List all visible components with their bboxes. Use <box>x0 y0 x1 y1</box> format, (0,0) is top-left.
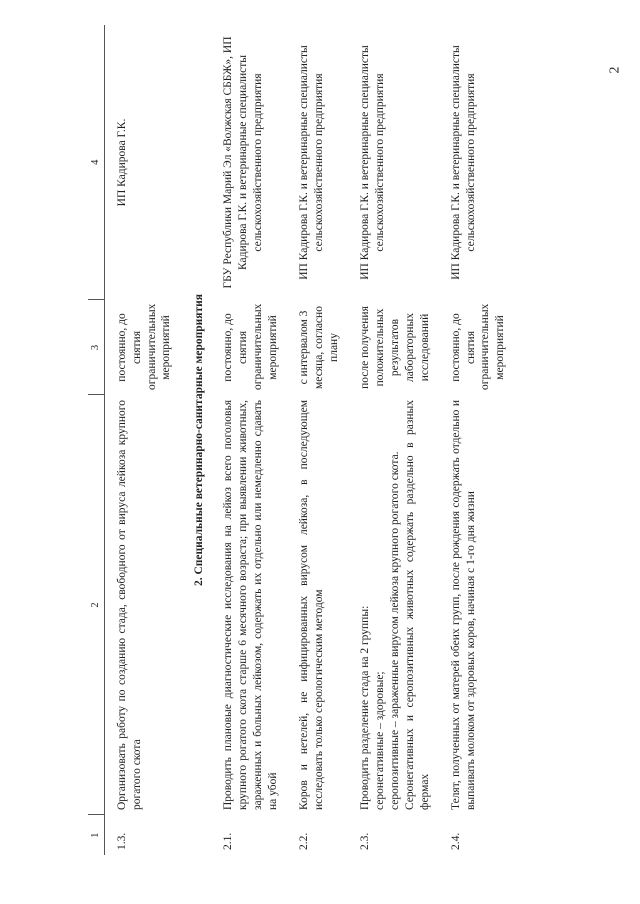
deadline: постоянно, до снятия ограничительных мероприятий <box>222 303 280 390</box>
responsible: ИП Кадирова Г.К. и ветеринарные специалисты сельскохозяйственного предприятия <box>358 45 386 280</box>
text-line: серопозитивные – зараженные вирусом лейкоза крупного рогатого скота. <box>388 451 401 810</box>
text-line: серонегативные – здоровые; <box>373 671 386 810</box>
responsible: ГБУ Республики Марий Эл «Волжская СББЖ», ИП Кадирова Г.К. и ветеринарные специалисты сельскохозяйственного предприятия <box>222 36 265 289</box>
deadline: с интервалом 3 месяца, согласно плану <box>298 306 340 389</box>
table-row-2-2 <box>287 25 348 855</box>
table-row-2-1 <box>211 25 287 855</box>
measure-text <box>348 395 439 815</box>
table-row-2-4 <box>439 25 515 855</box>
responsible: ИП Кадирова Г.К. и ветеринарные специалисты сельскохозяйственного предприятия <box>449 45 477 280</box>
deadline: постоянно, до снятия ограничительных мероприятий <box>449 303 507 390</box>
header-col-1: 1 <box>88 815 104 855</box>
row-number: 2.1. <box>222 832 235 850</box>
measures-table <box>88 25 514 855</box>
responsible: ИП Кадирова Г.К. и ветеринарные специалисты сельскохозяйственного предприятия <box>298 45 326 280</box>
header-col-2: 2 <box>88 395 104 815</box>
header-col-3: 3 <box>88 300 104 395</box>
header-col-4: 4 <box>88 25 104 300</box>
text-line: Проводить разделение стада на 2 группы: <box>358 605 371 810</box>
responsible: ИП Кадирова Г.К. <box>115 118 128 207</box>
measures-table-sheet <box>88 25 533 855</box>
row-number: 2.2. <box>298 832 311 850</box>
row-number: 2.4. <box>449 832 462 850</box>
deadline: постоянно, до снятия ограничительных мероприятий <box>115 303 173 390</box>
section-header-row <box>180 25 211 855</box>
measure-text: Телят, полученных от матерей обеих групп, после рождения содержать отдельно и выпаивать молоком от здоровых коров, начиная с 1-го дня жизни <box>449 400 477 810</box>
deadline: после получения положительных результатов лабораторных исследований <box>358 306 431 389</box>
measure-text: Организовать работу по созданию стада, свободного от вируса лейкоза крупного рогатого скота <box>115 400 143 810</box>
text-line: Серонегативных и серопозитивных животных содержать раздельно в разных фермах <box>403 400 431 810</box>
page-number: 2 <box>607 66 623 74</box>
row-number: 1.3. <box>115 832 128 850</box>
table-row-1-3 <box>104 25 180 855</box>
column-number-header <box>88 25 104 855</box>
measure-text: Коров и нетелей, не инфицированных вирусом лейкоза, в последующем исследовать только серологическим методом <box>298 400 326 810</box>
section-title: 2. Специальные ветеринарно-санитарные мероприятия <box>193 293 206 587</box>
row-number: 2.3. <box>358 832 371 850</box>
measure-text: Проводить плановые диагностические исследования на лейкоз всего поголовья крупного рогатого скота старше 6 месячного возраста; при выявлении животных, зараженных и больных лейкозом, содержать их отдельно или немедленно сдавать на убой <box>222 400 280 810</box>
table-row-2-3 <box>348 25 439 855</box>
